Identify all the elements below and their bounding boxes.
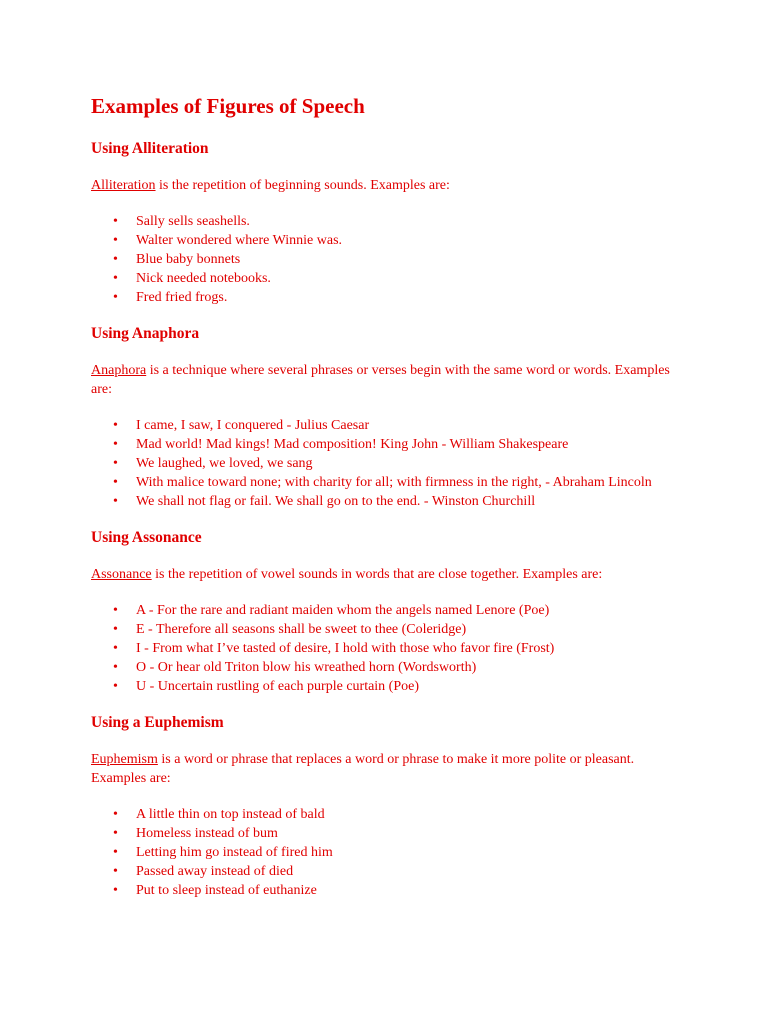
examples-list	[91, 416, 691, 511]
definition-paragraph	[91, 565, 691, 584]
definition-text: is a technique where several phrases or verses begin with the same word or words. Examples are:	[91, 363, 670, 397]
section-euphemism	[91, 713, 691, 900]
definition-text: is the repetition of vowel sounds in words that are close together. Examples are:	[151, 567, 603, 582]
definition-paragraph	[91, 176, 691, 195]
section-assonance	[91, 528, 691, 696]
section-heading: Using Assonance	[91, 529, 202, 546]
section-heading: Using a Euphemism	[91, 714, 224, 731]
list-item: • Nick needed notebooks.	[91, 269, 691, 288]
list-item: • I - From what I’ve tasted of desire, I hold with those who favor fire (Frost)	[91, 639, 691, 658]
list-item: • Homeless instead of bum	[91, 824, 691, 843]
list-item: • Letting him go instead of fired him	[91, 843, 691, 862]
list-item: • O - Or hear old Triton blow his wreathed horn (Wordsworth)	[91, 658, 691, 677]
list-item: • Put to sleep instead of euthanize	[91, 881, 691, 900]
list-item: • Blue baby bonnets	[91, 250, 691, 269]
list-item: • We shall not flag or fail. We shall go on to the end. - Winston Churchill	[91, 492, 691, 511]
section-anaphora	[91, 324, 691, 511]
list-item: • Sally sells seashells.	[91, 212, 691, 231]
page-title: Examples of Figures of Speech	[91, 94, 365, 118]
definition-text: is the repetition of beginning sounds. Examples are:	[155, 178, 450, 193]
examples-list	[91, 601, 691, 696]
term-link[interactable]: Assonance	[91, 567, 152, 582]
examples-list	[91, 805, 691, 900]
list-item: • Passed away instead of died	[91, 862, 691, 881]
examples-list	[91, 212, 691, 307]
term-link[interactable]: Alliteration	[91, 178, 156, 193]
list-item: • Walter wondered where Winnie was.	[91, 231, 691, 250]
document-page	[91, 91, 691, 900]
list-item: • I came, I saw, I conquered - Julius Caesar	[91, 416, 691, 435]
section-alliteration	[91, 139, 691, 307]
section-heading: Using Alliteration	[91, 140, 209, 157]
list-item: • With malice toward none; with charity for all; with firmness in the right, - Abraham Lincoln	[91, 473, 691, 492]
list-item: • E - Therefore all seasons shall be sweet to thee (Coleridge)	[91, 620, 691, 639]
section-heading: Using Anaphora	[91, 325, 200, 342]
list-item: • Fred fried frogs.	[91, 288, 691, 307]
definition-paragraph	[91, 361, 691, 399]
definition-text: is a word or phrase that replaces a word or phrase to make it more polite or pleasant. Examples are:	[91, 752, 635, 786]
list-item: • Mad world! Mad kings! Mad composition! King John - William Shakespeare	[91, 435, 691, 454]
list-item: • A little thin on top instead of bald	[91, 805, 691, 824]
list-item: • We laughed, we loved, we sang	[91, 454, 691, 473]
list-item: • U - Uncertain rustling of each purple curtain (Poe)	[91, 677, 691, 696]
list-item: • A - For the rare and radiant maiden whom the angels named Lenore (Poe)	[91, 601, 691, 620]
term-link[interactable]: Anaphora	[91, 363, 147, 378]
term-link[interactable]: Euphemism	[91, 752, 158, 767]
definition-paragraph	[91, 750, 691, 788]
